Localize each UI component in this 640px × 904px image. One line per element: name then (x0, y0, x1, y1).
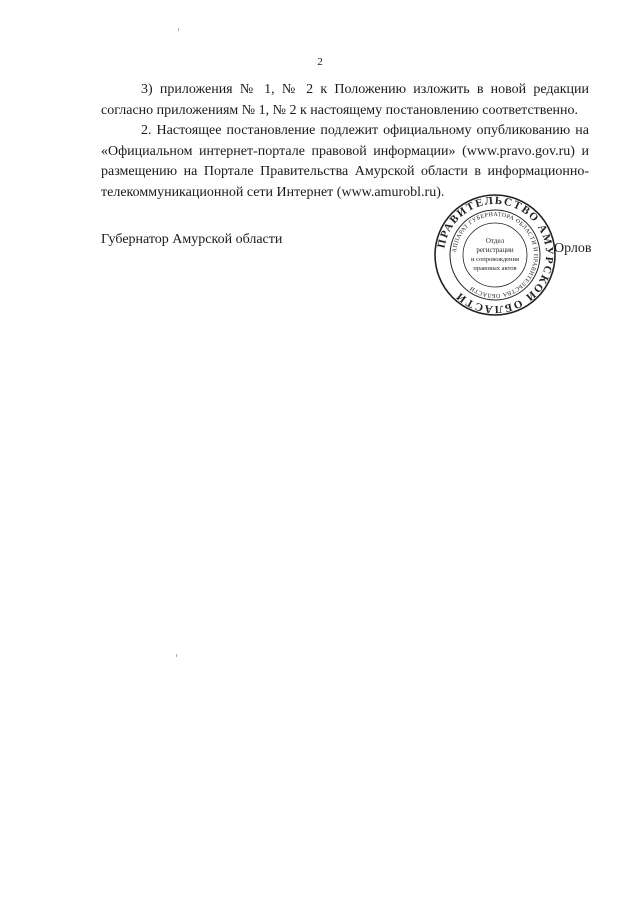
seal-inner-text: АППАРАТ ГУБЕРНАТОРА ОБЛАСТИ И ПРАВИТЕЛЬСТВА ОБЛАСТИ (452, 211, 539, 299)
page-number: 2 (317, 56, 323, 68)
document-body (101, 80, 589, 203)
official-seal-stamp (433, 193, 557, 317)
signatory-title: Губернатор Амурской области (101, 232, 283, 247)
seal-center-line-4: правовых актов (473, 265, 517, 272)
seal-outer-text: ПРАВИТЕЛЬСТВО АМУРСКОЙ ОБЛАСТИ (435, 194, 556, 316)
scan-speck (176, 654, 177, 657)
paragraph-publication: 2. Настоящее постановление подлежит официальному опубликованию на «Официальном интернет-портале правовой информации» (www.pravo.gov.ru) и размещению на Портале Правительства Амурской области в информационно-телекоммуникационной сети Интернет (www.amurobl.ru). (101, 123, 589, 200)
signatory-name: Орлов (554, 241, 592, 256)
seal-center-line-2: регистрации (476, 246, 514, 254)
seal-inner-ring (463, 223, 527, 287)
seal-center-line-3: и сопровождения (471, 256, 519, 263)
paragraph-amendment: 3) приложения № 1, № 2 к Положению изложить в новой редакции согласно приложениям № 1, № 2 к настоящему постановлению соответственно. (101, 82, 589, 118)
seal-middle-ring (450, 210, 540, 300)
scan-speck (178, 28, 179, 31)
seal-center-line-1: Отдел (485, 237, 505, 245)
